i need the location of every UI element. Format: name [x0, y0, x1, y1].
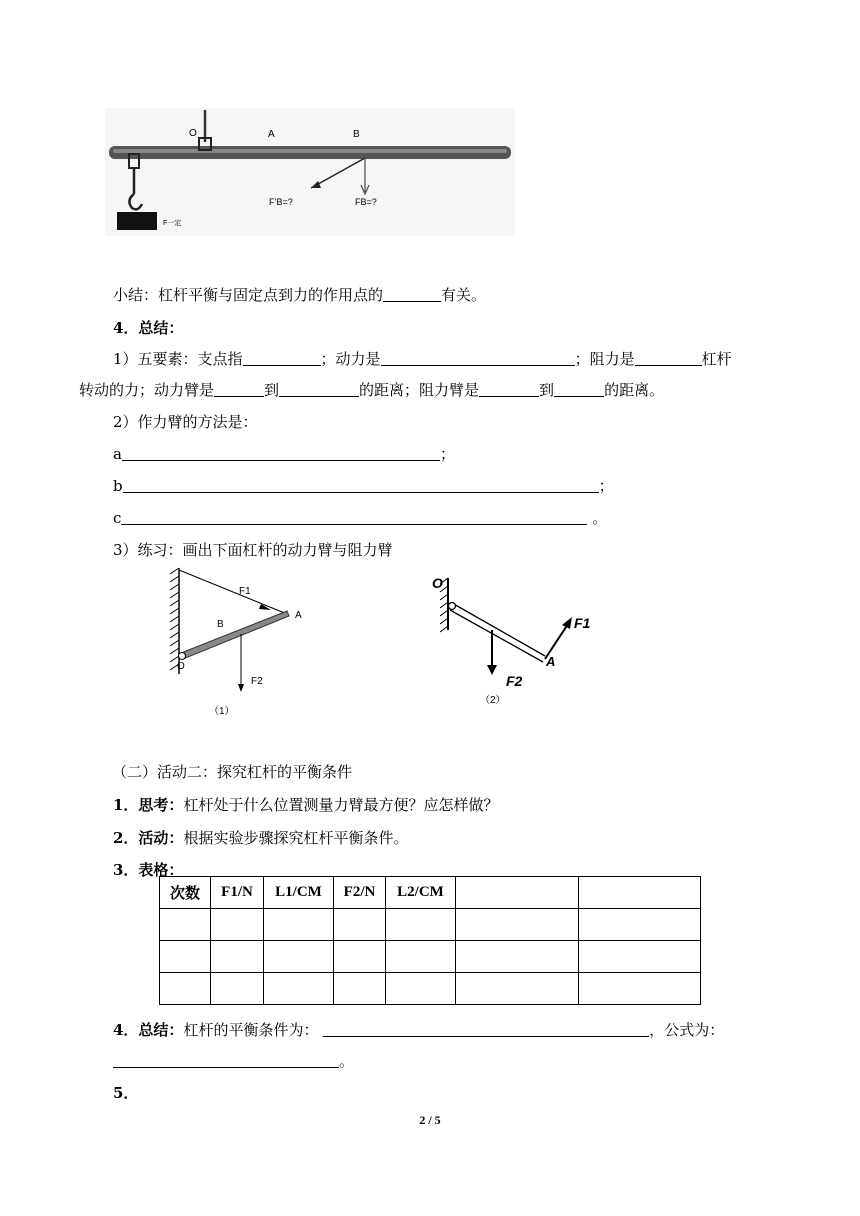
label-weight: F一定 [163, 220, 182, 227]
summary-line: 小结：杠杆平衡与固定点到力的作用点的 有关。 [113, 286, 487, 304]
table-cell[interactable] [579, 941, 701, 973]
fig2-o: O [432, 575, 443, 591]
table-cell[interactable] [386, 973, 456, 1005]
label-fb: FB=? [355, 197, 377, 207]
table-row [160, 909, 701, 941]
fig2-f1: F1 [574, 615, 591, 631]
table-cell[interactable] [386, 941, 456, 973]
table-cell[interactable] [456, 973, 579, 1005]
record-table [159, 876, 701, 1005]
table-header-cell: L2/CM [386, 877, 456, 909]
fig2-a: A [546, 654, 556, 669]
table-header-cell: F1/N [211, 877, 264, 909]
table-cell[interactable] [334, 941, 386, 973]
lever-figure-1 [165, 566, 315, 722]
table-cell[interactable] [160, 973, 211, 1005]
table-cell[interactable] [386, 909, 456, 941]
table-cell[interactable] [211, 909, 264, 941]
table-row [160, 941, 701, 973]
table-header-cell: L1/CM [264, 877, 334, 909]
label-b: B [353, 129, 360, 140]
table-header-cell [456, 877, 579, 909]
five-elements-line: 1）五要素：支点指 ；动力是 ；阻力是 杠杆 [113, 350, 732, 368]
table-cell[interactable] [264, 909, 334, 941]
practice-line: 3）练习：画出下面杠杆的动力臂与阻力臂 [113, 541, 393, 559]
table-heading: 3．表格： [113, 861, 184, 879]
arm-method-line: 2）作力臂的方法是： [113, 413, 258, 431]
label-o: O [189, 128, 197, 139]
conclusion-line: 4．总结：杠杆的平衡条件为： ，公式为： [113, 1021, 725, 1039]
table-cell[interactable] [334, 973, 386, 1005]
table-cell[interactable] [211, 941, 264, 973]
section4-heading: 4．总结： [113, 319, 184, 337]
fig2-caption: （2） [480, 695, 506, 706]
fig1-b: B [217, 619, 224, 630]
table-cell[interactable] [264, 941, 334, 973]
label-a: A [268, 129, 275, 140]
table-cell[interactable] [579, 973, 701, 1005]
fig1-a: A [295, 610, 302, 621]
page-number: 2 / 5 [419, 1113, 441, 1127]
formula-line: 。 [113, 1051, 354, 1071]
fig1-f2: F2 [251, 676, 263, 687]
five-elements-line-2: 转动的力；动力臂是 到 的距离；阻力臂是 到 的距离。 [79, 381, 665, 399]
table-cell[interactable] [579, 909, 701, 941]
table-cell[interactable] [334, 909, 386, 941]
table-cell[interactable] [211, 973, 264, 1005]
method-c-line: c 。 [113, 509, 608, 527]
table-cell[interactable] [264, 973, 334, 1005]
lever-figure-2 [428, 570, 608, 710]
table-header-cell [579, 877, 701, 909]
method-b-line: b ； [113, 477, 614, 495]
method-a-line: a ； [113, 445, 455, 463]
table-cell[interactable] [160, 941, 211, 973]
table-header-row [160, 877, 701, 909]
fig1-f1: F1 [239, 586, 251, 597]
lever-figure-top [105, 108, 515, 236]
activity-line: 2．活动：根据实验步骤探究杠杆平衡条件。 [113, 829, 409, 847]
table-header-cell: F2/N [334, 877, 386, 909]
table-cell[interactable] [160, 909, 211, 941]
table-row [160, 973, 701, 1005]
table-cell[interactable] [456, 909, 579, 941]
activity2-title: （二）活动二：探究杠杆的平衡条件 [112, 763, 353, 781]
table-header-cell: 次数 [160, 877, 211, 909]
fig1-o: O [177, 661, 185, 672]
fig2-f2: F2 [506, 673, 523, 689]
think-line: 1．思考：杠杆处于什么位置测量力臂最方便？应怎样做？ [113, 796, 499, 814]
fig1-caption: （1） [209, 706, 235, 717]
table-cell[interactable] [456, 941, 579, 973]
label-fb-prime: F’B=? [269, 197, 293, 207]
item5-label: 5． [113, 1084, 139, 1102]
